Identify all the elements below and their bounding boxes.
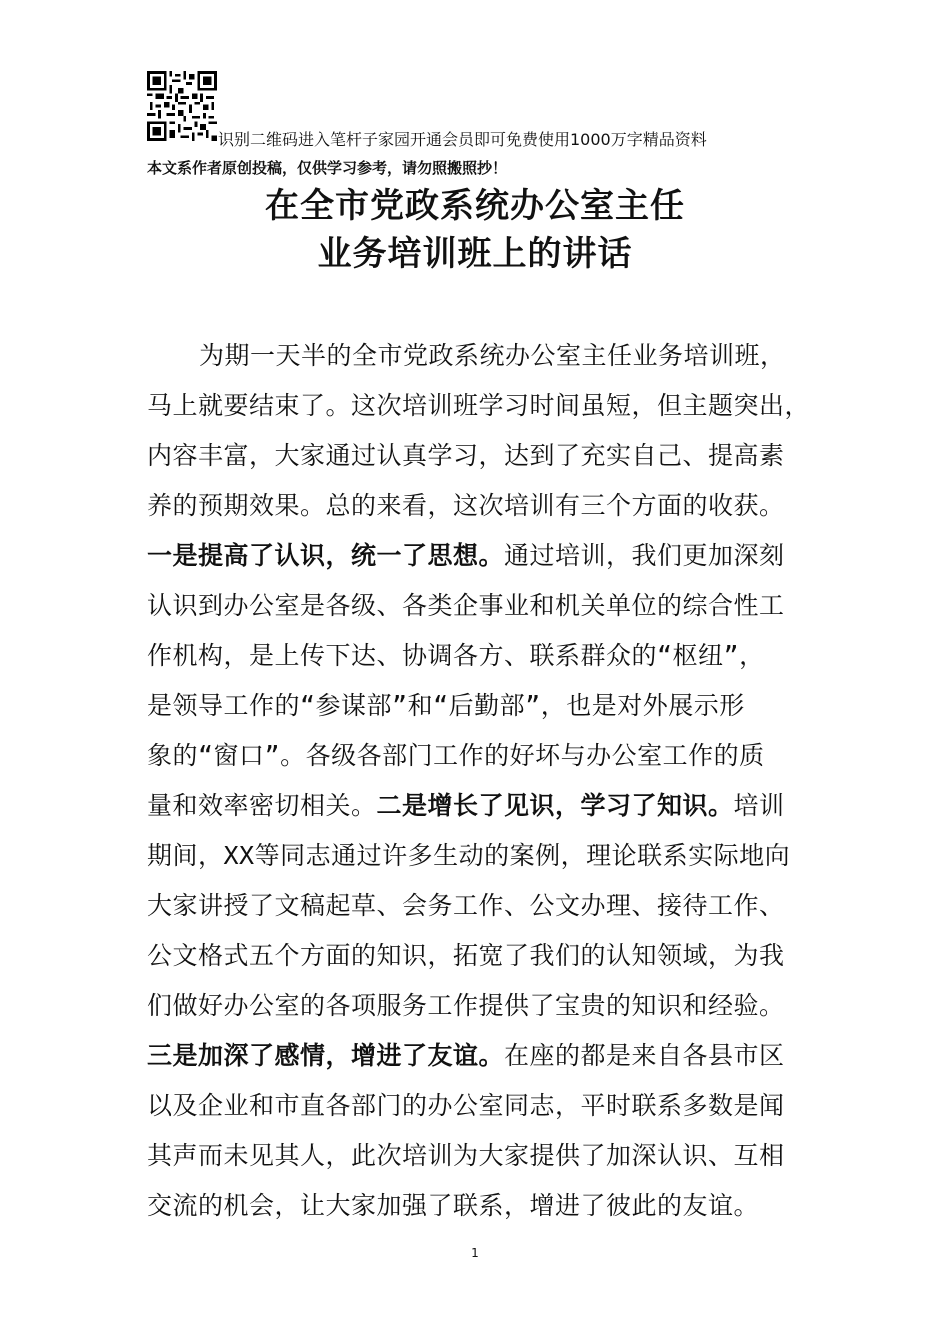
body-text: 是领导工作的“参谋部”和“后勤部”，也是对外展示形 <box>147 691 745 720</box>
qr-promo-note: 识别二维码进入笔杆子家园开通会员即可免费使用1000万字精品资料 <box>218 130 707 149</box>
body-text: 大家讲授了文稿起草、会务工作、公文办理、接待工作、 <box>147 891 785 920</box>
body-text: 期间，XX等同志通过许多生动的案例，理论联系实际地向 <box>147 841 791 870</box>
body-text: 在座的都是来自各县市区 <box>504 1041 785 1070</box>
body-text: 为期一天半的全市党政系统办公室主任业务培训班， <box>199 341 786 370</box>
body-text: 交流的机会，让大家加强了联系，增进了彼此的友谊。 <box>147 1191 760 1220</box>
body-text: 马上就要结束了。这次培训班学习时间虽短，但主题突出， <box>147 391 811 420</box>
copyright-notice: 本文系作者原创投稿，仅供学习参考，请勿照搬照抄！ <box>147 159 508 177</box>
body-text: 象的“窗口”。各级各部门工作的好坏与办公室工作的质 <box>147 741 765 770</box>
section-heading-2: 二是增长了见识，学习了知识。 <box>376 791 734 820</box>
body-line <box>147 590 807 622</box>
body-line <box>147 1190 807 1222</box>
body-text: 作机构，是上传下达、协调各方、联系群众的“枢纽”， <box>147 641 765 670</box>
body-line <box>147 740 807 772</box>
document-title-line-2: 业务培训班上的讲话 <box>317 234 633 274</box>
body-line <box>147 640 807 672</box>
body-line <box>147 840 807 872</box>
body-text: 通过培训，我们更加深刻 <box>504 541 785 570</box>
body-line <box>147 890 807 922</box>
body-line <box>147 540 807 572</box>
body-line <box>147 790 807 822</box>
body-text: 内容丰富，大家通过认真学习，达到了充实自己、提高素 <box>147 441 785 470</box>
body-text: 培训 <box>733 791 785 820</box>
body-line <box>147 690 807 722</box>
body-text: 认识到办公室是各级、各类企事业和机关单位的综合性工 <box>147 591 785 620</box>
body-line <box>147 1090 807 1122</box>
body-text: 公文格式五个方面的知识，拓宽了我们的认知领域，为我 <box>147 941 785 970</box>
section-heading-1: 一是提高了认识，统一了思想。 <box>147 541 505 570</box>
section-heading-3: 三是加深了感情，增进了友谊。 <box>147 1041 505 1070</box>
body-text: 们做好办公室的各项服务工作提供了宝贵的知识和经验。 <box>147 991 785 1020</box>
document-title-line-1: 在全市党政系统办公室主任 <box>265 186 685 226</box>
body-text: 养的预期效果。总的来看，这次培训有三个方面的收获。 <box>147 491 785 520</box>
body-line <box>147 1140 807 1172</box>
body-text: 以及企业和市直各部门的办公室同志，平时联系多数是闻 <box>147 1091 785 1120</box>
page-number: 1 <box>471 1246 479 1260</box>
body-text: 其声而未见其人，此次培训为大家提供了加深认识、互相 <box>147 1141 785 1170</box>
body-line <box>147 390 811 422</box>
qr-code-icon <box>147 71 217 141</box>
body-line <box>147 340 807 372</box>
body-line <box>147 490 807 522</box>
body-line <box>147 940 807 972</box>
body-line <box>147 1040 807 1072</box>
body-line <box>147 990 807 1022</box>
body-text: 量和效率密切相关。 <box>147 791 377 820</box>
body-line <box>147 440 807 472</box>
